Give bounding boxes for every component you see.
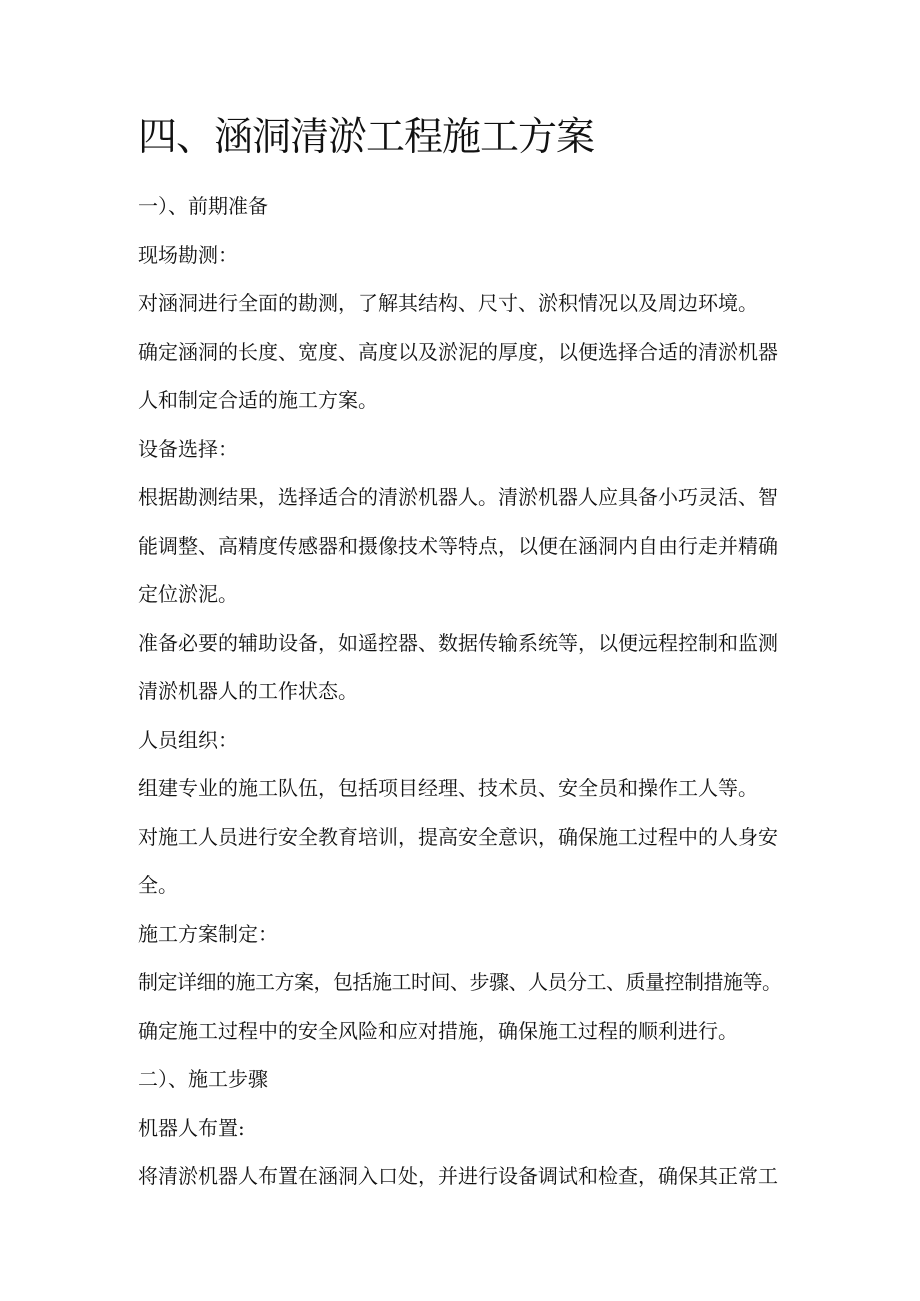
paragraph-line: 根据勘测结果，选择适合的清淤机器人。清淤机器人应具备小巧灵活、智 — [138, 485, 778, 509]
subheading-robot-placement: 机器人布置: — [138, 1115, 245, 1140]
page-title: 四、涵洞清淤工程施工方案 — [138, 115, 595, 160]
paragraph-line: 对施工人员进行安全教育培训，提高安全意识，确保施工过程中的人身安 — [138, 824, 778, 849]
paragraph-line: 确定施工过程中的安全风险和应对措施，确保施工过程的顺利进行。 — [138, 1018, 738, 1043]
paragraph-line: 清淤机器人的工作状态。 — [138, 679, 358, 703]
paragraph-line: 全。 — [138, 873, 178, 897]
paragraph-line: 制定详细的施工方案，包括施工时间、步骤、人员分工、质量控制措施等。 — [138, 970, 782, 994]
subheading-personnel: 人员组织： — [138, 727, 238, 752]
document-body — [138, 108, 808, 1201]
section-heading-steps: 二）、施工步骤 — [138, 1067, 268, 1091]
paragraph-line: 对涵洞进行全面的勘测，了解其结构、尺寸、淤积情况以及周边环境。 — [138, 291, 758, 315]
paragraph-line: 定位淤泥。 — [138, 582, 238, 606]
paragraph-line: 能调整、高精度传感器和摄像技术等特点，以便在涵洞内自由行走并精确 — [138, 533, 778, 558]
subheading-construction-plan: 施工方案制定： — [138, 921, 278, 946]
subheading-site-survey: 现场勘测： — [138, 242, 238, 267]
subheading-equipment-selection: 设备选择： — [138, 436, 238, 461]
paragraph-line: 准备必要的辅助设备，如遥控器、数据传输系统等，以便远程控制和监测 — [138, 630, 778, 655]
paragraph-line: 确定涵洞的长度、宽度、高度以及淤泥的厚度，以便选择合适的清淤机器 — [138, 339, 778, 364]
paragraph-line: 人和制定合适的施工方案。 — [138, 388, 378, 412]
paragraph-line: 组建专业的施工队伍，包括项目经理、技术员、安全员和操作工人等。 — [138, 776, 758, 800]
section-heading-preparation: 一）、前期准备 — [138, 194, 268, 218]
paragraph-line: 将清淤机器人布置在涵洞入口处，并进行设备调试和检查，确保其正常工 — [138, 1164, 778, 1188]
